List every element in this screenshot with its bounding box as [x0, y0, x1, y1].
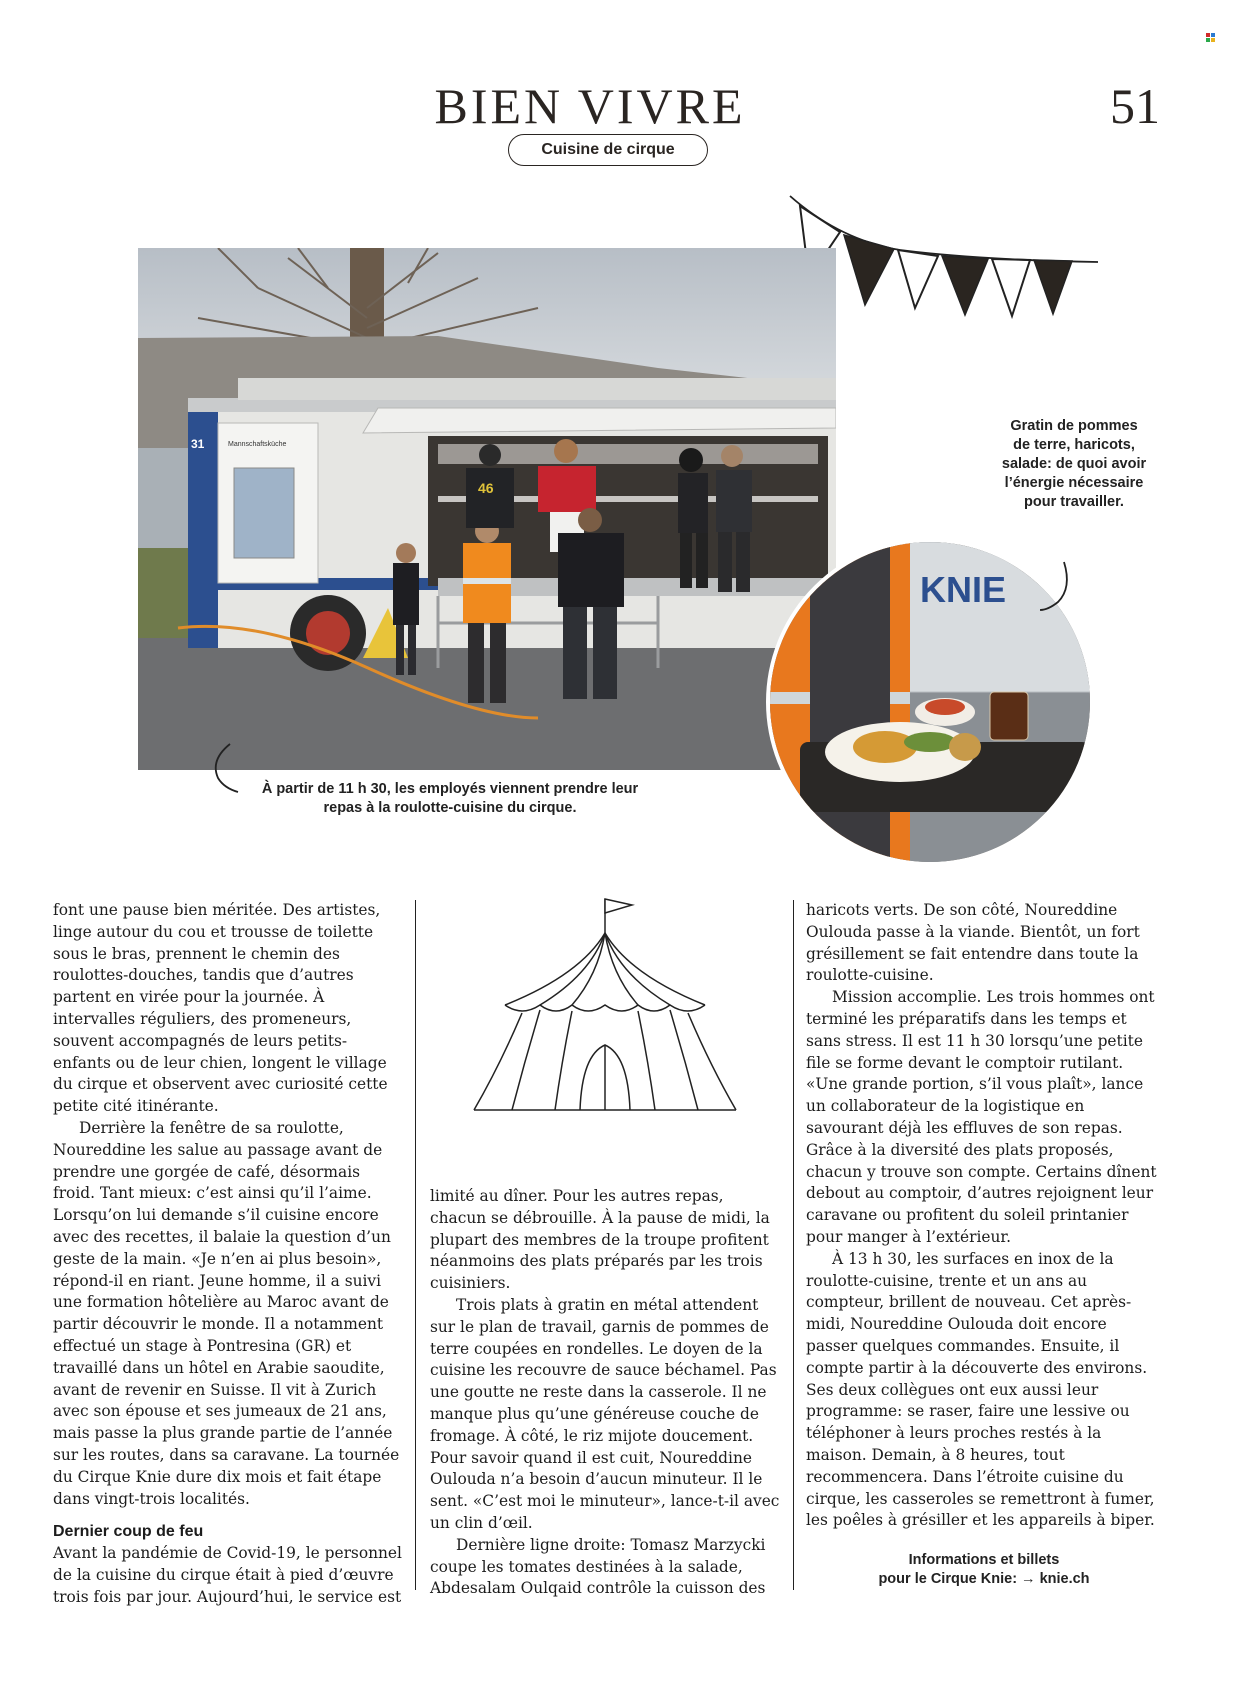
trailer-label: Mannschaftsküche — [228, 441, 287, 448]
paragraph: Avant la pandémie de Covid-19, le personnel de la cuisine du cirque était à pied d’œuvre trois fois par jour. Aujourd’hui, le service est — [53, 1544, 402, 1606]
article-column-1 — [53, 900, 405, 1609]
paragraph: Mission accomplie. Les trois hommes ont terminé les préparatifs dans les temps et sans stress. Il est 11 h 30 lorsqu’une petite file se forme devant le comptoir rutilant. «Une grande portion, s’il vous plaît», lance un collaborateur de la logistique en savourant déjà les effluves de son repas. Grâce à la diversité des plats proposés, chacun y trouve son compte. Certains dînent debout au comptoir, d’autres rejoignent leur caravane ou profitent du soleil printanier pour manger à l’extérieur. — [806, 988, 1157, 1246]
page-number: 51 — [1110, 78, 1160, 134]
caption-main-photo: À partir de 11 h 30, les employés viennent prendre leur repas à la roulotte-cuisine du cirque. — [261, 781, 639, 816]
corner-logo — [1206, 33, 1216, 43]
subheading: Dernier coup de feu — [53, 1523, 204, 1541]
column-rule-right — [793, 900, 794, 1590]
caption-pointer-main — [208, 740, 248, 800]
trailer-number: 31 — [191, 437, 205, 451]
paragraph: Derrière la fenêtre de sa roulotte, Noureddine les salue au passage avant de prendre une gorgée de café, désormais froid. Tant mieux: c’est ainsi qu’il l’aime. Lorsqu’on lui demande s’il cuisine encore avec des recettes, il balaie la question d’un geste de la main. «Je n’en ai plus besoin», répond-il en riant. Jeune homme, il a suivi une formation hôtelière au Maroc avant de partir découvrir le monde. Il a notamment effectué un stage à Pontresina (GR) et travaillé dans un hôtel en Arabie saoudite, avant de revenir en Suisse. Il vit à Zurich avec son épouse et ses jumeaux de 21 ans, mais passe la plus grande partie de l’année sur les routes, dans sa caravane. La tournée du Cirque Knie dure dix mois et fait étape dans vingt-trois localités. — [53, 1118, 400, 1508]
svg-text:KNIE: KNIE — [920, 569, 1007, 610]
paragraph: Trois plats à gratin en métal attendent sur le plan de travail, garnis de pommes de terre coupées en rondelles. Le doyen de la cuisine les recouvre de sauce béchamel. Pas une goutte ne reste dans la casserole. Il ne manque plus qu’une généreuse couche de fromage. À côté, le riz mijote doucement. Pour savoir quand il est cuit, Noureddine Oulouda n’a besoin d’aucun minuteur. Il le sent. «C’est moi le minuteur», lance-t-il avec un clin d’œil. — [430, 1295, 780, 1532]
caption-pointer-side — [1034, 558, 1074, 618]
article-column-3 — [806, 900, 1158, 1532]
jersey-number: 46 — [478, 480, 494, 496]
paragraph: haricots verts. De son côté, Noureddine Oulouda passe à la viande. Bientôt, un fort grésillement se fait entendre dans toute la roulotte-cuisine. — [806, 901, 1140, 985]
section-title: BIEN VIVRE — [434, 78, 746, 134]
circus-tent-illustration — [470, 895, 740, 1117]
info-link[interactable]: pour le Cirque Knie: → knie.ch — [878, 1571, 1090, 1587]
paragraph: font une pause bien méritée. Des artistes, linge autour du cou et trousse de toilette sous le bras, prennent le chemin des roulottes-douches, tandis que d’autres partent en virée pour la journée. À intervalles réguliers, des promeneurs, souvent accompagnés de leurs petits-enfants ou de leur chien, longent le village du cirque et observent avec curiosité cette petite cité itinérante. — [53, 901, 388, 1116]
column-rule-left — [415, 900, 416, 1590]
paragraph: À 13 h 30, les surfaces en inox de la roulotte-cuisine, trente et un ans au compteur, brillent de nouveau. Cet après-midi, Noureddine Oulouda doit encore passer quelques commandes. Ensuite, il compte partir à la découverte des environs. Ses deux collègues ont eux aussi leur programme: se raser, faire une lessive ou téléphoner à leurs proches restés à la maison. Demain, à 8 heures, tout recommencera. Dans l’étroite cuisine du cirque, les casseroles se remettront à fumer, les poêles à grésiller et les appareils à biper. — [806, 1249, 1155, 1530]
paragraph: limité au dîner. Pour les autres repas, chacun se débrouille. À la pause de midi, la plupart des membres de la troupe profitent néanmoins des plats préparés par les trois cuisiniers. — [430, 1187, 770, 1293]
info-box — [856, 1551, 1112, 1589]
caption-meal-photo: Gratin de pommes de terre, haricots, salade: de quoi avoir l’énergie nécessaire pour travailler. — [1001, 418, 1147, 510]
info-line: Informations et billets — [908, 1552, 1060, 1568]
rubric-label: Cuisine de cirque — [508, 134, 708, 166]
paragraph: Dernière ligne droite: Tomasz Marzycki coupe les tomates destinées à la salade, Abdesalam Oulqaid contrôle la cuisson des — [430, 1535, 766, 1598]
article-column-2 — [430, 1186, 782, 1600]
photo-kitchen-trailer — [138, 248, 836, 770]
